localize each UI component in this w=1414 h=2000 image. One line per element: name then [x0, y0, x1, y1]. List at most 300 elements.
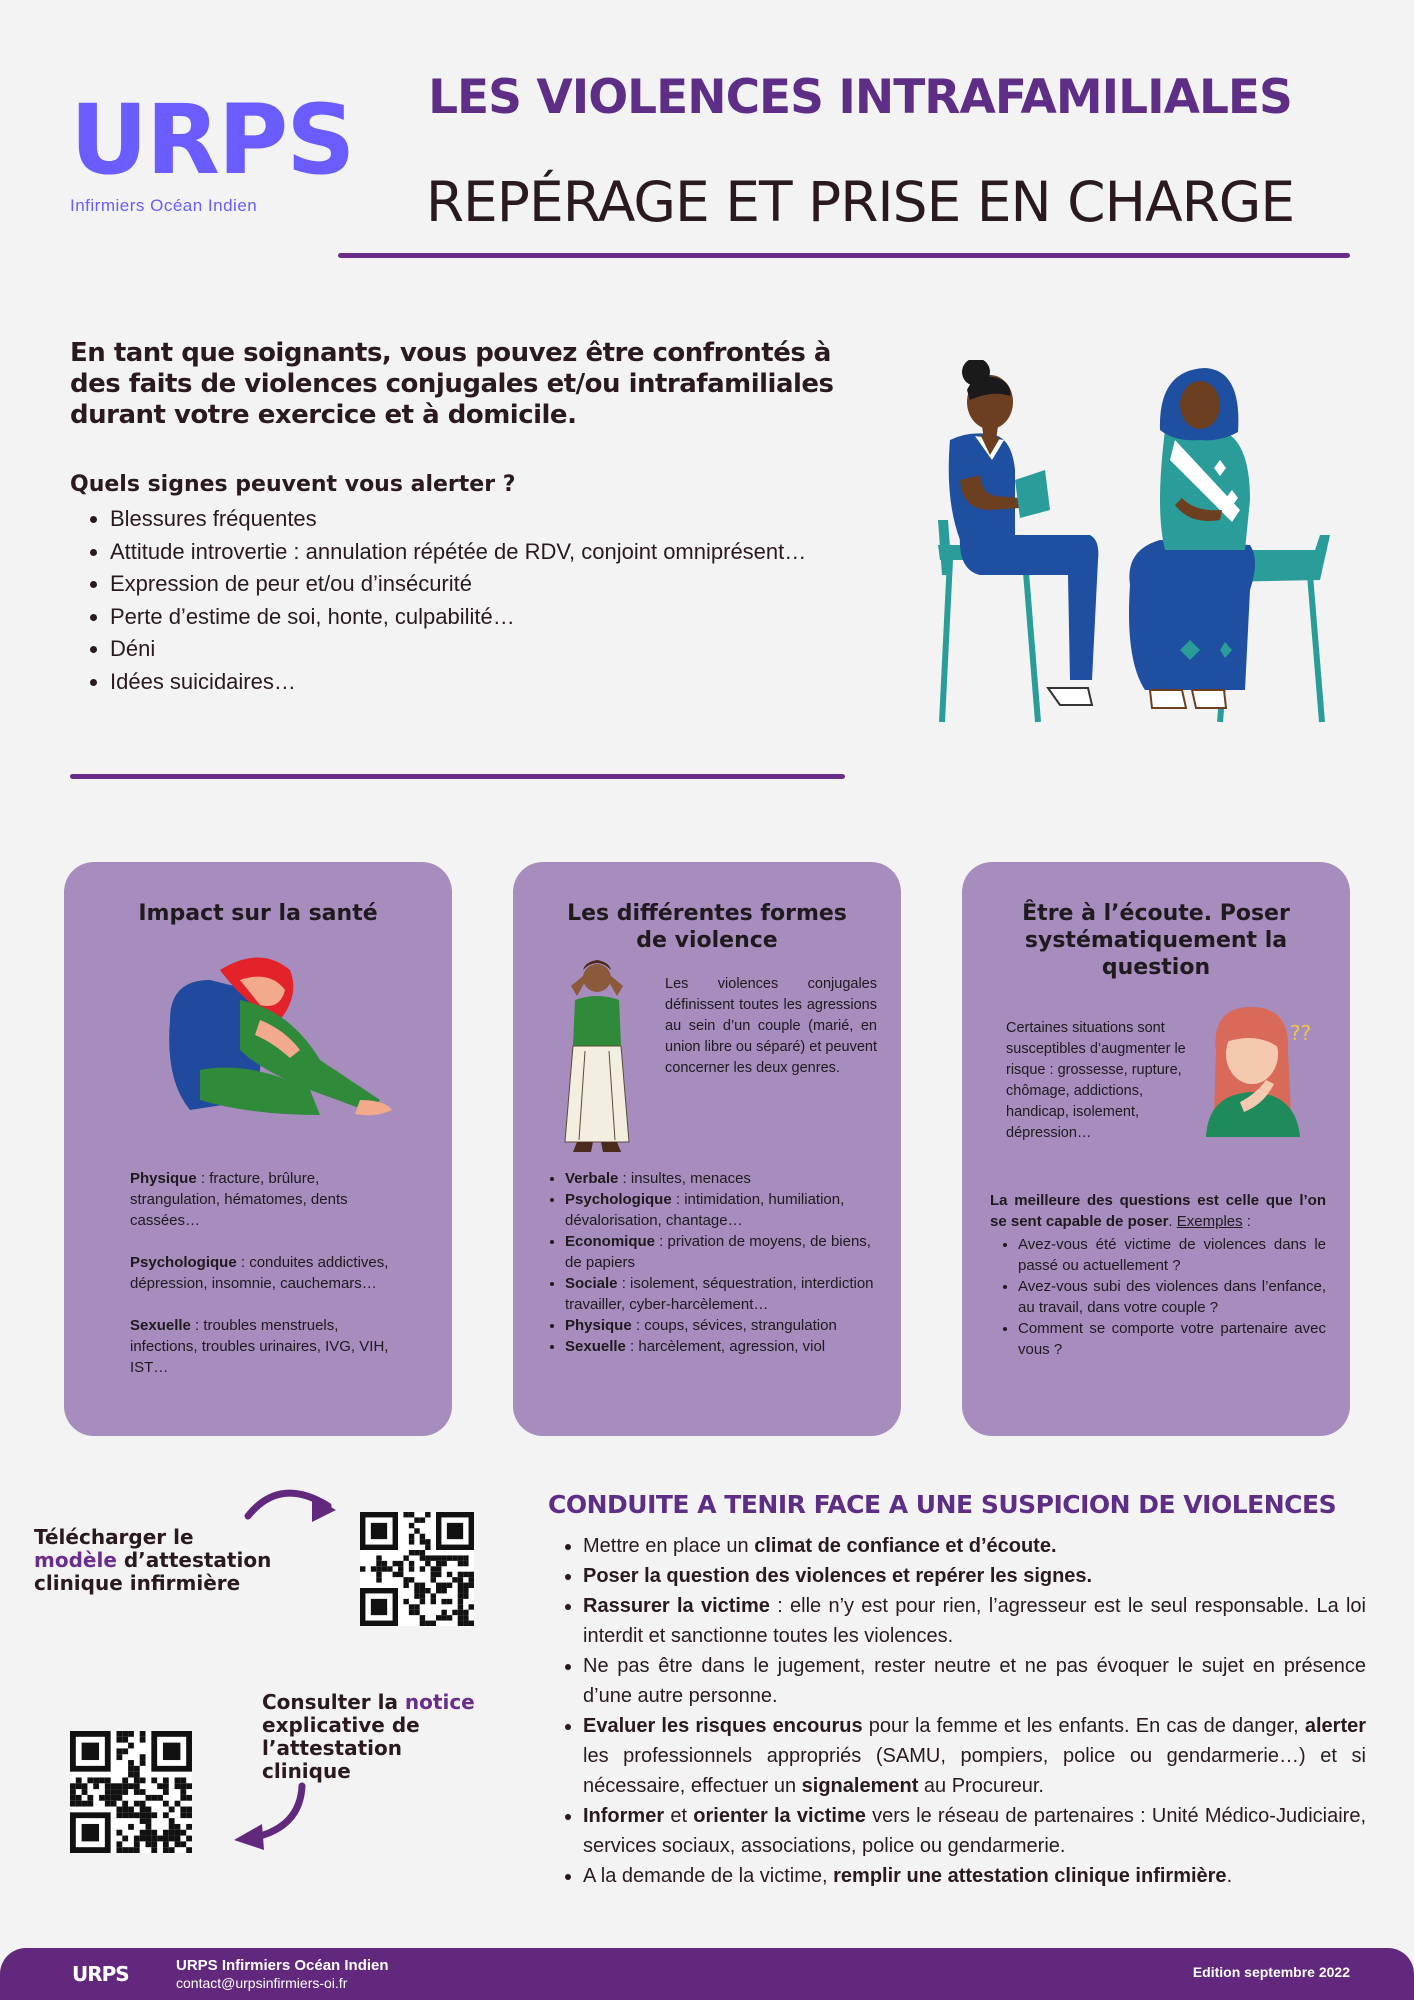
qr-module	[403, 1577, 408, 1582]
list-item: • Ne pas être dans le jugement, rester neutre et ne pas évoquer le sujet en présence d’une autre personne.	[583, 1651, 1366, 1711]
qr-module	[409, 1523, 414, 1528]
qr-module	[105, 1783, 111, 1789]
qr-module	[93, 1783, 99, 1789]
qr-module	[431, 1555, 436, 1560]
qr-module	[140, 1830, 146, 1836]
arrow-icon	[240, 1476, 340, 1528]
impact-item: Psychologique : conduites addictives, dépression, insomnie, cauchemars…	[130, 1254, 389, 1292]
qr-module	[186, 1847, 192, 1853]
qr-module	[163, 1783, 169, 1789]
qr-module	[371, 1523, 387, 1539]
qr-module	[436, 1566, 441, 1571]
qr-module	[382, 1561, 387, 1566]
impact-item: Physique : fracture, brûlure, strangulation, hématomes, dents cassées…	[130, 1170, 348, 1229]
qr-module	[180, 1830, 186, 1836]
qr-module	[116, 1830, 122, 1836]
card-title: Les différentes formes de violence	[567, 901, 847, 953]
list-item: • Evaluer les risques encourus pour la femme et les enfants. En cas de danger, alerter les professionnels appropriés (SAMU, pompiers, police ou gendarmerie…) et si nécessaire, effectuer un signalement au Procureur.	[583, 1711, 1366, 1801]
qr-module	[441, 1610, 446, 1615]
qr-module	[151, 1812, 157, 1818]
qr-module	[425, 1588, 430, 1593]
qr-module	[128, 1824, 134, 1830]
qr-module	[409, 1577, 414, 1582]
qr-module	[458, 1583, 463, 1588]
list-item: • Informer et orienter la victime vers le réseau de partenaires : Unité Médico-Judiciaire, services sociaux, associations, police ou gendarmerie.	[583, 1801, 1366, 1861]
qr-module	[447, 1599, 452, 1604]
qr-module	[82, 1801, 88, 1807]
qr-module	[180, 1777, 186, 1783]
title-divider	[338, 253, 1350, 258]
qr-module	[146, 1807, 152, 1813]
qr-module	[469, 1583, 474, 1588]
qr-module	[128, 1847, 134, 1853]
qr-module	[414, 1588, 419, 1593]
qr-module	[436, 1588, 441, 1593]
qr-module	[140, 1731, 146, 1737]
qr-module	[163, 1801, 169, 1807]
qr-module	[140, 1836, 146, 1842]
qr-module	[87, 1795, 93, 1801]
qr-module	[376, 1561, 381, 1566]
list-item: • Déni	[110, 633, 830, 666]
urps-logo	[70, 84, 354, 216]
qr-module	[122, 1731, 128, 1737]
qr-module	[134, 1812, 140, 1818]
footer-logo: URPS	[72, 1962, 129, 1986]
qr-module	[146, 1830, 152, 1836]
qr-module	[134, 1772, 140, 1778]
qr-module	[403, 1555, 408, 1560]
qr-module	[146, 1824, 152, 1830]
qr-code-icon[interactable]	[360, 1512, 474, 1626]
qr-module	[414, 1528, 419, 1533]
qr-module	[163, 1830, 169, 1836]
qr-module	[469, 1621, 474, 1626]
impact-item: Sexuelle : troubles menstruels, infections, troubles urinaires, IVG, VIH, IST…	[130, 1317, 389, 1376]
qr-module	[186, 1807, 192, 1813]
qr-module	[146, 1812, 152, 1818]
intro-text: En tant que soignants, vous pouvez être confrontés à des faits de violences conjugales et/ou intrafamiliales durant votre exercice et à domicile.	[70, 338, 834, 430]
page-title: LES VIOLENCES INTRAFAMILIALES	[428, 70, 1292, 125]
list-item: • A la demande de la victime, remplir une attestation clinique infirmière.	[583, 1861, 1366, 1891]
footer-edition: Edition septembre 2022	[1192, 1964, 1350, 1980]
qr-module	[175, 1830, 181, 1836]
qr-module	[111, 1789, 117, 1795]
qr-module	[105, 1795, 111, 1801]
qr-module	[70, 1789, 76, 1795]
qr-module	[116, 1789, 122, 1795]
qr-module	[463, 1615, 468, 1620]
list-item: • Mettre en place un climat de confiance et d’écoute.	[583, 1531, 1366, 1561]
qr-module	[163, 1743, 180, 1760]
qr-module	[376, 1572, 381, 1577]
qr-module	[140, 1754, 146, 1760]
qr-module	[111, 1783, 117, 1789]
qr-module	[140, 1760, 146, 1766]
qr-module	[463, 1561, 468, 1566]
qr-module	[420, 1539, 425, 1544]
qr-module	[99, 1795, 105, 1801]
notice-link[interactable]: notice	[404, 1690, 475, 1714]
qr-module	[458, 1588, 463, 1593]
list-item: • Verbale : insultes, menaces	[565, 1168, 887, 1189]
qr-module	[169, 1830, 175, 1836]
qr-module	[458, 1604, 463, 1609]
qr-module	[463, 1588, 468, 1593]
qr-module	[151, 1777, 157, 1783]
qr-module	[409, 1512, 414, 1517]
qr-module	[122, 1801, 128, 1807]
qr-module	[458, 1577, 463, 1582]
qr-module	[186, 1812, 192, 1818]
qr-module	[387, 1566, 392, 1571]
qr-module	[140, 1737, 146, 1743]
download-text: Télécharger le modèle d’attestation clinique infirmière	[34, 1525, 272, 1595]
qr-module	[116, 1737, 122, 1743]
qr-module	[403, 1599, 408, 1604]
card-impact	[64, 862, 452, 1436]
list-item: • Rassurer la victime : elle n’y est pour rien, l’agresseur est le seul responsable. La loi interdit et sanctionne toutes les violences.	[583, 1591, 1366, 1651]
qr-module	[134, 1836, 140, 1842]
qr-module	[414, 1604, 419, 1609]
qr-module	[134, 1847, 140, 1853]
qr-module	[414, 1593, 419, 1598]
qr-module	[157, 1795, 163, 1801]
qr-module	[146, 1795, 152, 1801]
qr-module	[180, 1807, 186, 1813]
qr-module	[425, 1561, 430, 1566]
qr-module	[76, 1795, 82, 1801]
qr-module	[186, 1824, 192, 1830]
qr-module	[393, 1572, 398, 1577]
qr-module	[128, 1766, 134, 1772]
qr-module	[157, 1836, 163, 1842]
list-item: • Avez-vous subi des violences dans l’enfance, au travail, dans votre couple ?	[1018, 1276, 1326, 1318]
listen-questions	[990, 1190, 1326, 1360]
list-item: • Perte d’estime de soi, honte, culpabilité…	[110, 601, 830, 634]
qr-module	[441, 1555, 446, 1560]
footer-org: URPS Infirmiers Océan Indien	[176, 1957, 389, 1974]
consult-text: Consulter la notice explicative de l’attestation clinique	[262, 1690, 475, 1783]
qr-module	[122, 1737, 128, 1743]
qr-module	[70, 1795, 76, 1801]
qr-module	[163, 1847, 169, 1853]
qr-module	[146, 1841, 152, 1847]
qr-module	[134, 1801, 140, 1807]
qr-module	[175, 1836, 181, 1842]
qr-module	[82, 1789, 88, 1795]
qr-module	[186, 1783, 192, 1789]
qr-module	[116, 1847, 122, 1853]
qr-module	[76, 1801, 82, 1807]
qr-module	[140, 1812, 146, 1818]
qr-module	[469, 1604, 474, 1609]
footer-email[interactable]: contact@urpsinfirmiers-oi.fr	[176, 1975, 348, 1991]
qr-module	[376, 1577, 381, 1582]
conduite-title: CONDUITE A TENIR FACE A UNE SUSPICION DE VIOLENCES	[548, 1490, 1337, 1519]
qr-module	[122, 1789, 128, 1795]
qr-module	[116, 1841, 122, 1847]
download-link[interactable]: modèle	[34, 1548, 117, 1572]
qr-module	[151, 1830, 157, 1836]
qr-module	[111, 1795, 117, 1801]
qr-module	[134, 1789, 140, 1795]
qr-module	[151, 1847, 157, 1853]
qr-module	[414, 1517, 419, 1522]
qr-module	[431, 1572, 436, 1577]
qr-module	[128, 1743, 134, 1749]
qr-module	[134, 1841, 140, 1847]
qr-module	[376, 1555, 381, 1560]
qr-module	[420, 1534, 425, 1539]
qr-module	[360, 1566, 365, 1571]
qr-module	[463, 1593, 468, 1598]
qr-code-icon[interactable]	[70, 1731, 192, 1853]
qr-module	[180, 1812, 186, 1818]
qr-module	[441, 1561, 446, 1566]
qr-module	[157, 1783, 163, 1789]
qr-module	[163, 1789, 169, 1795]
signs-list	[70, 503, 830, 698]
qr-module	[420, 1550, 425, 1555]
qr-module	[82, 1824, 99, 1841]
qr-module	[409, 1534, 414, 1539]
qr-module	[414, 1550, 419, 1555]
qr-module	[403, 1583, 408, 1588]
intro-divider	[70, 774, 845, 779]
qr-module	[425, 1512, 430, 1517]
qr-module	[128, 1731, 134, 1737]
logo-subtitle: Infirmiers Océan Indien	[70, 196, 258, 215]
forms-description: Les violences conjugales définissent toutes les agressions au sein d’un couple (marié, en union libre ou séparé) et peuvent concerner les deux genres.	[665, 976, 878, 1076]
qr-module	[146, 1836, 152, 1842]
qr-module	[458, 1593, 463, 1598]
qr-module	[175, 1777, 181, 1783]
qr-module	[140, 1818, 146, 1824]
qr-module	[122, 1807, 128, 1813]
qr-module	[76, 1777, 82, 1783]
qr-module	[70, 1783, 76, 1789]
qr-module	[436, 1561, 441, 1566]
qr-module	[398, 1566, 403, 1571]
impact-text	[130, 1168, 400, 1378]
qr-module	[393, 1561, 398, 1566]
qr-module	[128, 1783, 134, 1789]
qr-module	[463, 1583, 468, 1588]
qr-module	[420, 1517, 425, 1522]
qr-module	[452, 1555, 457, 1560]
qr-module	[87, 1801, 93, 1807]
qr-module	[458, 1561, 463, 1566]
qr-module	[431, 1593, 436, 1598]
qr-module	[82, 1743, 99, 1760]
qr-module	[409, 1561, 414, 1566]
qr-module	[452, 1577, 457, 1582]
nurse-patient-illustration	[920, 360, 1340, 730]
qr-module	[414, 1583, 419, 1588]
qr-module	[441, 1588, 446, 1593]
qr-module	[425, 1539, 430, 1544]
qr-module	[116, 1807, 122, 1813]
qr-module	[441, 1615, 446, 1620]
list-item: • Sociale : isolement, séquestration, interdiction travailler, cyber-harcèlement…	[565, 1273, 887, 1315]
qr-module	[163, 1841, 169, 1847]
list-item: • Avez-vous été victime de violences dans le passé ou actuellement ?	[1018, 1234, 1326, 1276]
qr-module	[431, 1599, 436, 1604]
qr-module	[116, 1731, 122, 1737]
qr-module	[180, 1841, 186, 1847]
qr-module	[116, 1748, 122, 1754]
qr-module	[175, 1801, 181, 1807]
qr-module	[420, 1599, 425, 1604]
qr-module	[134, 1766, 140, 1772]
qr-module	[128, 1760, 134, 1766]
qr-module	[105, 1777, 111, 1783]
qr-module	[140, 1807, 146, 1813]
qr-module	[447, 1523, 463, 1539]
qr-module	[463, 1621, 468, 1626]
qr-module	[409, 1610, 414, 1615]
qr-module	[122, 1836, 128, 1842]
qr-module	[122, 1783, 128, 1789]
qr-module	[469, 1572, 474, 1577]
qr-module	[186, 1795, 192, 1801]
qr-module	[169, 1818, 175, 1824]
qr-module	[420, 1566, 425, 1571]
qr-module	[105, 1801, 111, 1807]
qr-module	[447, 1615, 452, 1620]
qr-module	[376, 1566, 381, 1571]
qr-module	[414, 1610, 419, 1615]
qr-module	[134, 1777, 140, 1783]
card-title: Impact sur la santé	[138, 901, 378, 926]
qr-module	[420, 1615, 425, 1620]
qr-module	[431, 1577, 436, 1582]
qr-module	[469, 1577, 474, 1582]
qr-module	[134, 1783, 140, 1789]
card-title: Être à l’écoute. Poser systématiquement la question	[1022, 901, 1290, 980]
qr-module	[420, 1555, 425, 1560]
qr-module	[180, 1789, 186, 1795]
distressed-man-illustration	[557, 956, 637, 1156]
qr-module	[458, 1599, 463, 1604]
list-item: • Poser la question des violences et repérer les signes.	[583, 1561, 1366, 1591]
qr-module	[409, 1604, 414, 1609]
qr-module	[122, 1777, 128, 1783]
list-item: • Economique : privation de moyens, de biens, de papiers	[565, 1231, 887, 1273]
qr-module	[151, 1795, 157, 1801]
qr-module	[458, 1610, 463, 1615]
conduite-list	[568, 1531, 1366, 1891]
qr-module	[163, 1777, 169, 1783]
qr-module	[420, 1621, 425, 1626]
list-item: • Attitude introvertie : annulation répétée de RDV, conjoint omniprésent…	[110, 536, 830, 569]
qr-module	[436, 1583, 441, 1588]
qr-module	[441, 1583, 446, 1588]
qr-module	[105, 1789, 111, 1795]
qr-module	[403, 1512, 408, 1517]
qr-module	[122, 1847, 128, 1853]
qr-module	[140, 1777, 146, 1783]
list-item: • Comment se comporte votre partenaire avec vous ?	[1018, 1318, 1326, 1360]
qr-module	[409, 1566, 414, 1571]
qr-module	[425, 1555, 430, 1560]
page-subtitle: REPÉRAGE ET PRISE EN CHARGE	[425, 170, 1295, 234]
qr-module	[111, 1801, 117, 1807]
qr-module	[82, 1783, 88, 1789]
card-listen	[962, 862, 1350, 1436]
card-forms	[513, 862, 901, 1436]
qr-module	[99, 1777, 105, 1783]
list-item: • Blessures fréquentes	[110, 503, 830, 536]
thinking-woman-illustration	[1196, 1002, 1316, 1137]
forms-list	[547, 1168, 887, 1357]
qr-module	[431, 1566, 436, 1571]
qr-module	[398, 1572, 403, 1577]
qr-module	[116, 1795, 122, 1801]
qr-module	[175, 1841, 181, 1847]
qr-module	[447, 1555, 452, 1560]
qr-module	[175, 1824, 181, 1830]
qr-module	[458, 1572, 463, 1577]
qr-module	[93, 1777, 99, 1783]
qr-module	[420, 1593, 425, 1598]
qr-module	[371, 1566, 376, 1571]
qr-module	[436, 1572, 441, 1577]
qr-module	[463, 1555, 468, 1560]
qr-module	[447, 1583, 452, 1588]
list-item: • Sexuelle : harcèlement, agression, viol	[565, 1336, 887, 1357]
qr-module	[140, 1789, 146, 1795]
qr-module	[436, 1555, 441, 1560]
qr-module	[146, 1818, 152, 1824]
qr-module	[163, 1812, 169, 1818]
logo-wordmark: URPS	[70, 84, 354, 196]
qr-module	[87, 1777, 93, 1783]
qr-module	[186, 1836, 192, 1842]
qr-module	[128, 1807, 134, 1813]
qr-module	[128, 1772, 134, 1778]
qr-module	[140, 1801, 146, 1807]
qr-module	[169, 1847, 175, 1853]
sad-woman-illustration	[160, 950, 400, 1130]
qr-module	[70, 1801, 76, 1807]
qr-module	[431, 1621, 436, 1626]
qr-module	[463, 1610, 468, 1615]
qr-module	[175, 1783, 181, 1789]
qr-module	[425, 1621, 430, 1626]
qr-module	[116, 1812, 122, 1818]
qr-module	[463, 1572, 468, 1577]
qr-module	[409, 1539, 414, 1544]
qr-module	[398, 1561, 403, 1566]
svg-text:??: ??	[1290, 1021, 1312, 1045]
arrow-icon	[226, 1780, 316, 1852]
best-question: La meilleure des questions est celle que l’on se sent capable de poser. Exemples :	[990, 1192, 1326, 1230]
qr-module	[169, 1807, 175, 1813]
qr-module	[76, 1783, 82, 1789]
list-item: • Physique : coups, sévices, strangulation	[565, 1315, 887, 1336]
qr-module	[180, 1783, 186, 1789]
qr-module	[409, 1550, 414, 1555]
qr-module	[116, 1783, 122, 1789]
qr-module	[425, 1545, 430, 1550]
qr-module	[458, 1555, 463, 1560]
qr-module	[180, 1795, 186, 1801]
qr-module	[128, 1812, 134, 1818]
list-item: • Expression de peur et/ou d’insécurité	[110, 568, 830, 601]
list-item: • Idées suicidaires…	[110, 666, 830, 699]
